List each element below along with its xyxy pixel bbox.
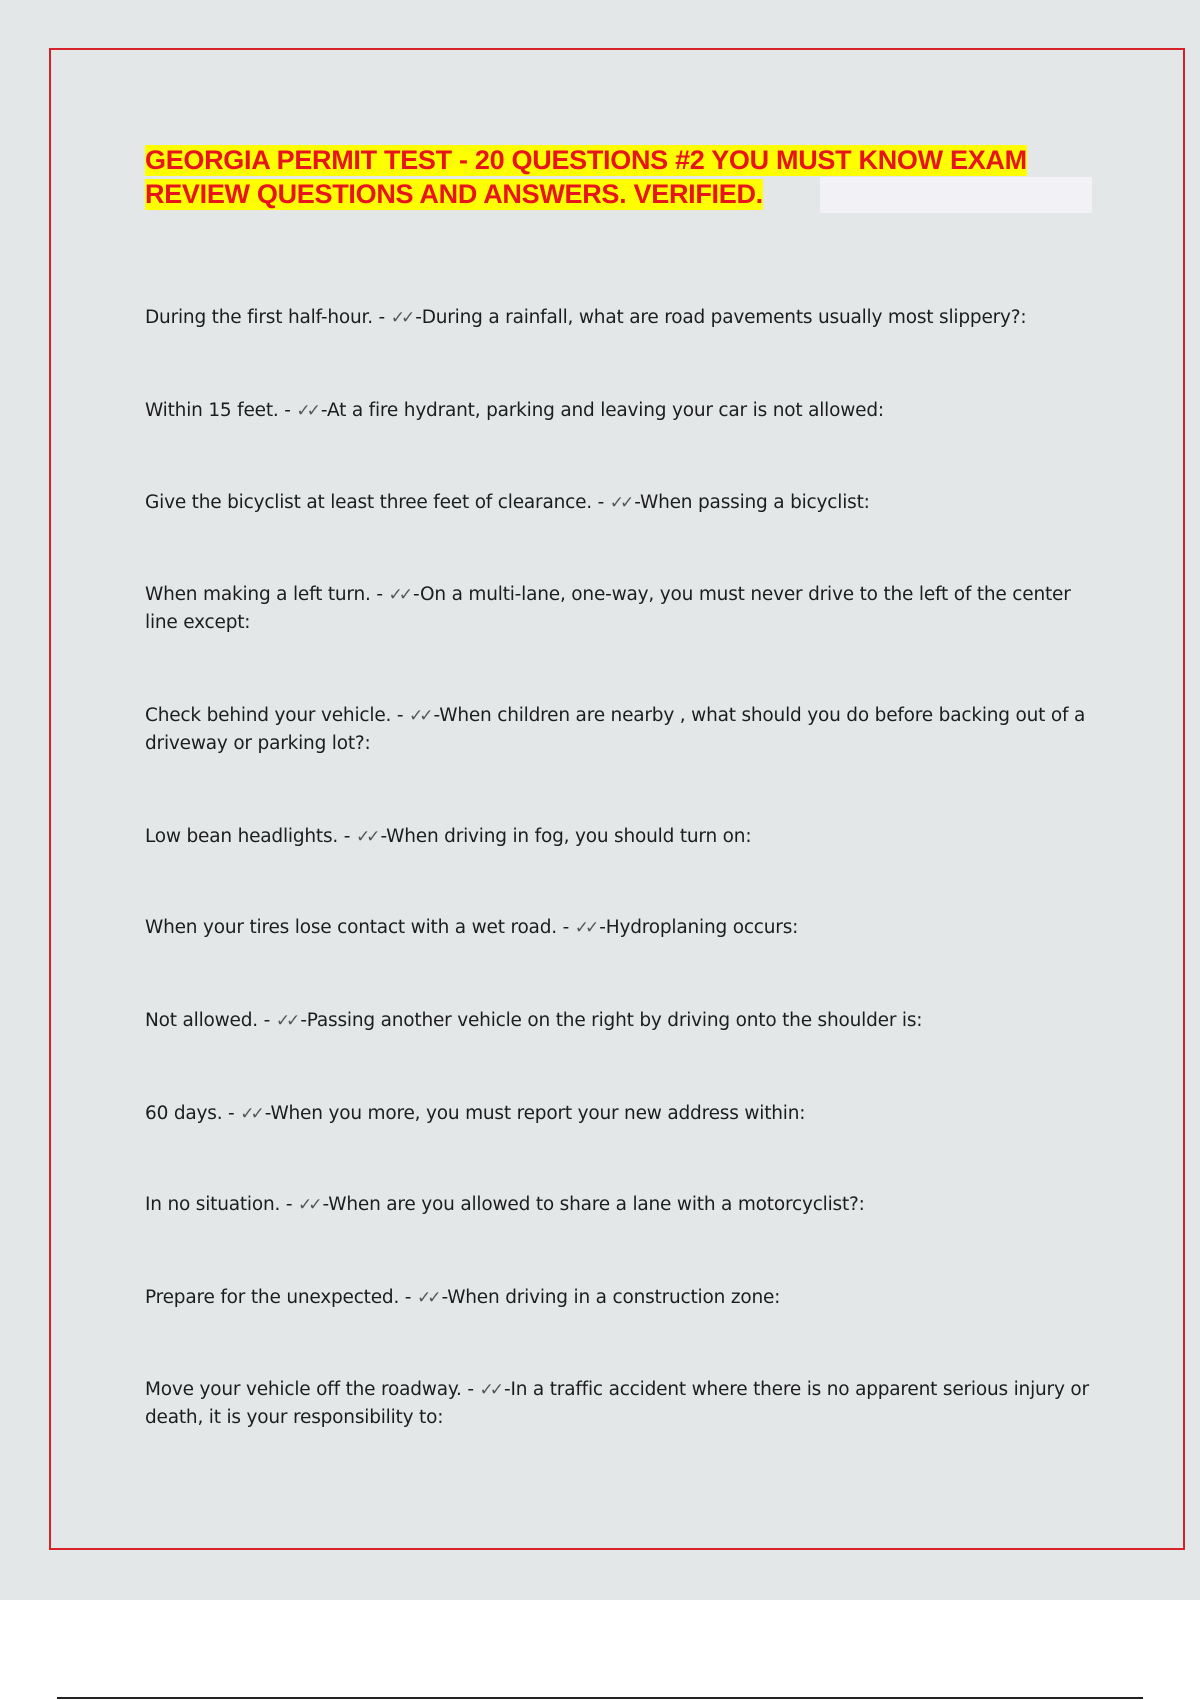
qa-item-9 <box>145 1100 1095 1128</box>
qa-item-4 <box>145 581 1095 637</box>
double-check-icon: ✓✓ <box>390 308 412 328</box>
qa-item-11 <box>145 1284 1095 1312</box>
double-check-icon: ✓✓ <box>409 706 430 726</box>
answer-text: Low bean headlights. - <box>145 826 356 847</box>
qa-item-1 <box>145 304 1095 332</box>
answer-text: Prepare for the unexpected. - <box>145 1287 417 1308</box>
question-text: -Hydroplaning occurs: <box>599 917 799 938</box>
footer-rule <box>57 1697 1143 1699</box>
double-check-icon: ✓✓ <box>275 1011 297 1031</box>
question-text: -On a multi-lane, one-way, you must never drive to the left of the center line except: <box>145 584 1071 633</box>
answer-text: Check behind your vehicle. - <box>145 705 410 726</box>
double-check-icon: ✓✓ <box>240 1104 261 1124</box>
qa-item-10 <box>145 1191 1095 1219</box>
answer-text: Give the bicyclist at least three feet of clearance. - <box>145 492 610 513</box>
double-check-icon: ✓✓ <box>388 585 410 605</box>
answer-text: During the first half-hour. - <box>145 307 391 328</box>
title-line-1: GEORGIA PERMIT TEST - 20 QUESTIONS #2 YOU MUST KNOW EXAM <box>145 145 1027 175</box>
answer-text: In no situation. - <box>145 1194 299 1215</box>
qa-item-3 <box>145 489 1095 517</box>
answer-text: When your tires lose contact with a wet road. - <box>145 917 575 938</box>
question-text: -Passing another vehicle on the right by driving onto the shoulder is: <box>300 1010 923 1031</box>
answer-text: When making a left turn. - <box>145 584 389 605</box>
page-border <box>49 48 1185 1550</box>
title-line-2: REVIEW QUESTIONS AND ANSWERS. VERIFIED. <box>145 179 763 209</box>
question-text: -When children are nearby , what should you do before backing out of a driveway or parking lot?: <box>145 705 1086 754</box>
qa-item-7 <box>145 914 1095 942</box>
qa-item-6 <box>145 823 1095 851</box>
answer-text: 60 days. - <box>145 1103 241 1124</box>
double-check-icon: ✓✓ <box>574 918 596 938</box>
answer-text: Move your vehicle off the roadway. - <box>145 1379 480 1400</box>
question-text: -When you more, you must report your new address within: <box>264 1103 806 1124</box>
question-text: -When driving in a construction zone: <box>441 1287 781 1308</box>
answer-text: Within 15 feet. - <box>145 400 297 421</box>
question-text: -When driving in fog, you should turn on: <box>380 826 752 847</box>
double-check-icon: ✓✓ <box>355 827 377 847</box>
question-text: -In a traffic accident where there is no apparent serious injury or death, it is your responsibility to: <box>145 1379 1089 1428</box>
qa-item-5 <box>145 702 1095 758</box>
double-check-icon: ✓✓ <box>609 493 631 513</box>
qa-item-12 <box>145 1376 1095 1432</box>
double-check-icon: ✓✓ <box>416 1288 438 1308</box>
qa-item-2 <box>145 397 1095 425</box>
double-check-icon: ✓✓ <box>298 1195 319 1215</box>
double-check-icon: ✓✓ <box>479 1380 500 1400</box>
qa-item-8 <box>145 1007 1095 1035</box>
question-text: -During a rainfall, what are road pavements usually most slippery?: <box>415 307 1027 328</box>
question-text: -When are you allowed to share a lane with a motorcyclist?: <box>322 1194 865 1215</box>
answer-text: Not allowed. - <box>145 1010 276 1031</box>
document-title <box>145 143 1093 211</box>
double-check-icon: ✓✓ <box>296 401 317 421</box>
question-text: -At a fire hydrant, parking and leaving your car is not allowed: <box>320 400 884 421</box>
question-text: -When passing a bicyclist: <box>634 492 870 513</box>
